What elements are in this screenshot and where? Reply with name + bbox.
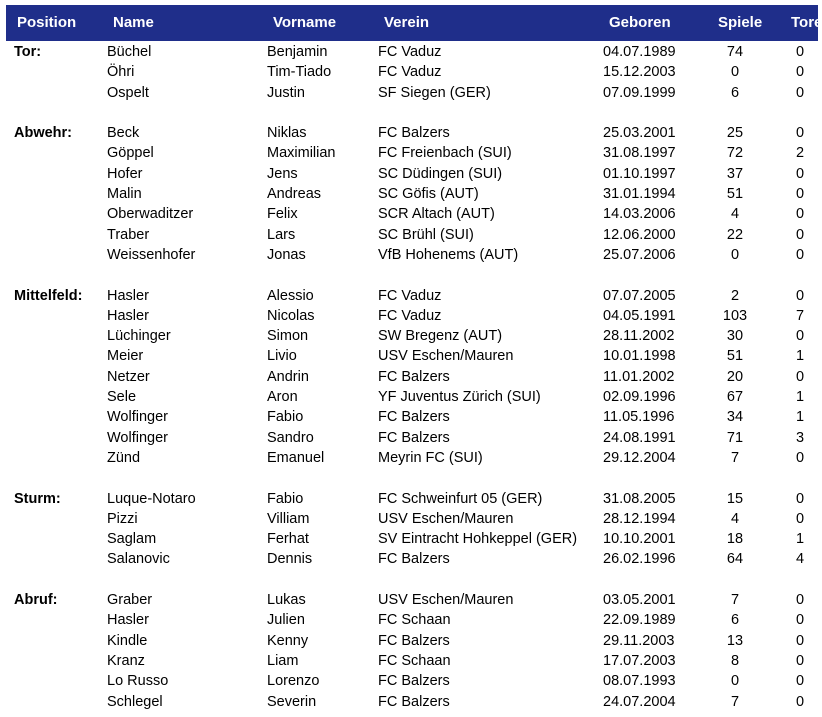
table-body [0,42,818,712]
player-name: Büchel [107,44,152,60]
player-tore: 0 [795,632,805,649]
player-geboren: 12.06.2000 [603,226,676,243]
group-spacer [0,265,818,285]
player-geboren: 02.09.1996 [603,389,676,406]
player-name: Hasler [107,612,149,629]
player-spiele: 51 [726,186,744,203]
player-tore: 0 [795,64,805,81]
player-verein: SCR Altach (AUT) [378,206,495,223]
player-tore: 0 [795,368,805,385]
header-geboren: Geboren [609,14,671,31]
player-verein: FC Vaduz [378,44,442,60]
player-name: Göppel [107,145,154,162]
player-name: Malin [107,186,142,203]
player-tore: 0 [795,673,805,690]
player-tore: 0 [795,226,805,243]
player-tore: 3 [795,429,805,446]
table-row [0,42,818,62]
player-geboren: 03.05.2001 [603,592,676,609]
player-tore: 0 [795,84,805,101]
player-verein: FC Freienbach (SUI) [378,145,512,162]
header-verein: Verein [384,14,430,31]
player-verein: FC Balzers [378,632,450,649]
group-label: Sturm: [14,490,61,507]
player-geboren: 04.05.1991 [603,307,676,324]
header-vorname: Vorname [273,14,337,31]
group-label: Mittelfeld: [14,287,83,304]
player-tore: 0 [795,186,805,203]
player-verein: FC Vaduz [378,307,442,324]
player-tore: 0 [795,206,805,223]
table-row [0,692,818,712]
player-spiele: 25 [726,125,744,142]
player-geboren: 28.12.1994 [603,510,676,527]
player-geboren: 31.08.2005 [603,490,676,507]
player-geboren: 31.08.1997 [603,145,676,162]
player-name: Pizzi [107,510,138,527]
player-spiele: 20 [726,368,744,385]
table-row [0,286,818,306]
player-tore: 0 [795,328,805,345]
header-spiele: Spiele [718,14,763,31]
player-geboren: 08.07.1993 [603,673,676,690]
position-group [0,123,818,265]
player-verein: FC Vaduz [378,64,442,81]
player-vorname: Justin [267,84,305,101]
player-tore: 0 [795,612,805,629]
player-spiele: 0 [730,64,740,81]
player-vorname: Fabio [267,490,304,507]
player-geboren: 29.11.2003 [603,632,675,649]
table-row [0,123,818,143]
player-tore: 2 [795,145,805,162]
group-label: Tor: [14,44,42,60]
table-row [0,83,818,103]
player-geboren: 07.09.1999 [603,84,676,101]
player-geboren: 10.01.1998 [603,348,676,365]
player-spiele: 0 [730,673,740,690]
player-vorname: Tim-Tiado [267,64,332,81]
player-verein: FC Balzers [378,551,450,568]
player-tore: 0 [795,287,805,304]
player-name: Lüchinger [107,328,171,345]
player-vorname: Villiam [267,510,310,527]
player-name: Öhri [107,64,135,81]
player-verein: SW Bregenz (AUT) [378,328,503,345]
player-spiele: 51 [726,348,744,365]
player-spiele: 64 [726,551,744,568]
player-spiele: 6 [730,84,740,101]
player-name: Schlegel [107,693,163,710]
player-spiele: 67 [726,389,744,406]
player-geboren: 01.10.1997 [603,165,676,182]
player-name: Saglam [107,531,157,548]
player-vorname: Maximilian [267,145,336,162]
table-row [0,428,818,448]
player-vorname: Simon [267,328,309,345]
player-geboren: 11.05.1996 [603,409,675,426]
player-spiele: 22 [726,226,744,243]
table-row [0,225,818,245]
table-row [0,387,818,407]
table-row [0,651,818,671]
player-spiele: 72 [726,145,744,162]
group-spacer [0,570,818,590]
table-row [0,164,818,184]
position-group [0,42,818,103]
player-spiele: 0 [730,246,740,263]
header-tore: Tore [791,14,822,31]
player-name: Hasler [107,307,149,324]
player-name: Meier [107,348,144,365]
player-geboren: 28.11.2002 [603,328,675,345]
player-name: Oberwaditzer [107,206,194,223]
player-name: Traber [107,226,150,243]
player-verein: SC Brühl (SUI) [378,226,474,243]
player-vorname: Liam [267,652,299,669]
player-name: Sele [107,389,137,406]
player-spiele: 103 [722,307,748,324]
player-geboren: 24.07.2004 [603,693,676,710]
player-verein: SV Eintracht Hohkeppel (GER) [378,531,578,548]
table-row [0,407,818,427]
player-vorname: Ferhat [267,531,309,548]
player-tore: 0 [795,693,805,710]
player-verein: USV Eschen/Mauren [378,510,514,527]
player-verein: FC Balzers [378,429,450,446]
player-tore: 0 [795,510,805,527]
player-spiele: 30 [726,328,744,345]
header-position: Position [17,14,77,31]
player-tore: 0 [795,490,805,507]
player-geboren: 11.01.2002 [603,368,675,385]
player-verein: FC Balzers [378,693,450,710]
player-verein: SC Düdingen (SUI) [378,165,503,182]
table-row [0,671,818,691]
player-tore: 1 [795,531,805,548]
table-row [0,590,818,610]
player-spiele: 7 [730,693,740,710]
player-verein: VfB Hohenems (AUT) [378,246,519,263]
player-vorname: Fabio [267,409,304,426]
player-geboren: 24.08.1991 [603,429,676,446]
player-spiele: 18 [726,531,744,548]
position-group [0,489,818,570]
player-tore: 4 [795,551,805,568]
player-vorname: Niklas [267,125,307,142]
player-name: Netzer [107,368,150,385]
table-row [0,143,818,163]
table-row [0,367,818,387]
player-tore: 1 [795,389,805,406]
player-spiele: 37 [726,165,744,182]
player-spiele: 8 [730,652,740,669]
group-spacer [0,468,818,488]
player-spiele: 15 [726,490,744,507]
player-name: Graber [107,592,153,609]
table-row [0,306,818,326]
table-row [0,509,818,529]
table-row [0,489,818,509]
player-verein: USV Eschen/Mauren [378,348,514,365]
player-geboren: 29.12.2004 [603,449,676,466]
player-verein: YF Juventus Zürich (SUI) [378,389,541,406]
player-name: Wolfinger [107,429,168,446]
player-geboren: 25.03.2001 [603,125,676,142]
player-spiele: 71 [726,429,744,446]
player-tore: 0 [795,44,805,60]
player-verein: FC Balzers [378,673,450,690]
player-vorname: Lorenzo [267,673,320,690]
player-verein: FC Schaan [378,652,451,669]
player-name: Hofer [107,165,143,182]
player-tore: 0 [795,449,805,466]
player-verein: FC Balzers [378,125,450,142]
player-vorname: Aron [267,389,298,406]
player-verein: Meyrin FC (SUI) [378,449,483,466]
player-tore: 0 [795,246,805,263]
player-name: Weissenhofer [107,246,196,263]
player-name: Kindle [107,632,148,649]
player-spiele: 2 [730,287,740,304]
table-row [0,610,818,630]
player-geboren: 04.07.1989 [603,44,676,60]
player-name: Wolfinger [107,409,168,426]
player-spiele: 4 [730,510,740,527]
player-vorname: Andreas [267,186,322,203]
player-name: Salanovic [107,551,170,568]
player-geboren: 17.07.2003 [603,652,676,669]
table-row [0,62,818,82]
player-tore: 0 [795,652,805,669]
player-vorname: Severin [267,693,317,710]
player-vorname: Sandro [267,429,314,446]
player-name: Luque-Notaro [107,490,196,507]
player-vorname: Julien [267,612,305,629]
table-row [0,204,818,224]
player-verein: FC Vaduz [378,287,442,304]
player-geboren: 07.07.2005 [603,287,676,304]
player-tore: 7 [795,307,805,324]
player-geboren: 22.09.1989 [603,612,676,629]
player-spiele: 74 [726,44,744,60]
player-vorname: Andrin [267,368,309,385]
player-vorname: Emanuel [267,449,325,466]
group-label: Abruf: [14,592,58,609]
player-verein: SC Göfis (AUT) [378,186,479,203]
player-vorname: Livio [267,348,297,365]
table-row [0,326,818,346]
player-vorname: Benjamin [267,44,328,60]
player-geboren: 10.10.2001 [603,531,676,548]
table-row [0,549,818,569]
player-verein: FC Balzers [378,368,450,385]
group-spacer [0,103,818,123]
player-name: Kranz [107,652,145,669]
player-geboren: 31.01.1994 [603,186,676,203]
player-spiele: 6 [730,612,740,629]
table-row [0,346,818,366]
player-geboren: 26.02.1996 [603,551,676,568]
table-row [0,448,818,468]
player-geboren: 25.07.2006 [603,246,676,263]
player-vorname: Jens [267,165,298,182]
player-spiele: 13 [726,632,744,649]
player-name: Ospelt [107,84,149,101]
table-row [0,631,818,651]
player-vorname: Alessio [267,287,314,304]
player-geboren: 15.12.2003 [603,64,676,81]
player-tore: 1 [795,348,805,365]
player-vorname: Lukas [267,592,306,609]
player-verein: FC Balzers [378,409,450,426]
player-verein: FC Schweinfurt 05 (GER) [378,490,543,507]
player-verein: SF Siegen (GER) [378,84,491,101]
player-vorname: Felix [267,206,298,223]
player-vorname: Dennis [267,551,313,568]
player-name: Hasler [107,287,149,304]
table-row [0,529,818,549]
player-vorname: Jonas [267,246,306,263]
table-row [0,184,818,204]
player-tore: 0 [795,165,805,182]
player-spiele: 34 [726,409,744,426]
player-name: Beck [107,125,140,142]
player-geboren: 14.03.2006 [603,206,676,223]
header-name: Name [113,14,154,31]
position-group [0,286,818,469]
player-name: Zünd [107,449,141,466]
player-verein: USV Eschen/Mauren [378,592,514,609]
table-header [6,5,822,41]
player-vorname: Kenny [267,632,309,649]
player-spiele: 4 [730,206,740,223]
player-tore: 0 [795,125,805,142]
player-tore: 1 [795,409,805,426]
player-name: Lo Russo [107,673,169,690]
player-verein: FC Schaan [378,612,451,629]
player-vorname: Lars [267,226,296,243]
table-row [0,245,818,265]
player-spiele: 7 [730,449,740,466]
position-group [0,590,818,712]
group-label: Abwehr: [14,125,72,142]
player-tore: 0 [795,592,805,609]
player-vorname: Nicolas [267,307,315,324]
player-spiele: 7 [730,592,740,609]
